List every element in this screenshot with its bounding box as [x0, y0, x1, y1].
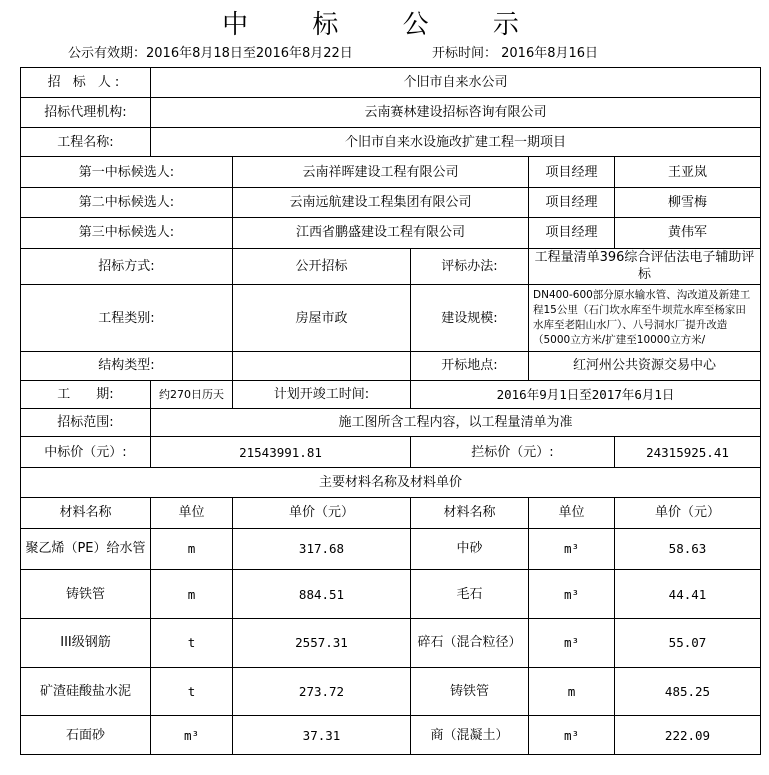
location-value: 红河州公共资源交易中心: [529, 352, 761, 380]
header-unit-price: 单价（元）: [233, 498, 411, 528]
row-agency: [21, 98, 761, 127]
project-label: 工程名称:: [21, 127, 151, 156]
scope-label: 招标范围:: [21, 408, 151, 436]
material-price: 44.41: [615, 570, 761, 619]
material-price: 485.25: [615, 667, 761, 716]
award-notice-table: [20, 67, 761, 755]
material-unit: m³: [529, 716, 615, 755]
material-name: 矿渣硅酸盐水泥: [21, 667, 151, 716]
row-prices: [21, 437, 761, 467]
row-materials-title: [21, 467, 761, 497]
material-unit: m: [151, 528, 233, 570]
material-name: 碎石（混合粒径）: [411, 618, 529, 667]
material-name: 铸铁管: [411, 667, 529, 716]
material-name: 聚乙烯（PE）给水管: [21, 528, 151, 570]
manager1-value: 王亚岚: [615, 157, 761, 187]
material-name: 铸铁管: [21, 570, 151, 619]
row-project: [21, 127, 761, 156]
page-title: 中 标 公 示: [222, 10, 547, 40]
material-price: 2557.31: [233, 618, 411, 667]
material-name: III级钢筋: [21, 618, 151, 667]
tenderer-label: 招 标 人:: [21, 68, 151, 98]
opening-time: 开标时间： 2016年8月16日: [432, 46, 599, 61]
material-name: 毛石: [411, 570, 529, 619]
table-row: [21, 716, 761, 755]
row-category: [21, 285, 761, 352]
candidate3-value: 江西省鹏盛建设工程有限公司: [233, 218, 529, 248]
material-unit: m³: [529, 618, 615, 667]
material-unit: t: [151, 618, 233, 667]
material-unit: m³: [151, 716, 233, 755]
header-unit: 单位: [529, 498, 615, 528]
material-unit: m: [151, 570, 233, 619]
tenderer-value: 个旧市自来水公司: [151, 68, 761, 98]
category-label: 工程类别:: [21, 285, 233, 352]
eval-label: 评标办法:: [411, 248, 529, 285]
candidate2-value: 云南远航建设工程集团有限公司: [233, 187, 529, 217]
material-unit: m³: [529, 570, 615, 619]
bid-price-value: 21543991.81: [151, 437, 411, 467]
eval-value: 工程量清单396综合评估法电子辅助评标: [529, 248, 761, 285]
location-label: 开标地点:: [411, 352, 529, 380]
period-label: 工 期:: [21, 380, 151, 408]
project-value: 个旧市自来水设施改扩建工程一期项目: [151, 127, 761, 156]
material-price: 884.51: [233, 570, 411, 619]
table-row: [21, 618, 761, 667]
structure-label: 结构类型:: [21, 352, 233, 380]
material-price: 58.63: [615, 528, 761, 570]
row-structure: [21, 352, 761, 380]
header-material-name: 材料名称: [21, 498, 151, 528]
cap-price-value: 24315925.41: [615, 437, 761, 467]
schedule-label: 计划开竣工时间:: [233, 380, 411, 408]
bid-price-label: 中标价（元）:: [21, 437, 151, 467]
row-period: [21, 380, 761, 408]
row-tenderer: [21, 68, 761, 98]
candidate1-value: 云南祥晖建设工程有限公司: [233, 157, 529, 187]
header-unit: 单位: [151, 498, 233, 528]
row-candidate-2: [21, 187, 761, 217]
material-price: 222.09: [615, 716, 761, 755]
row-method: [21, 248, 761, 285]
table-row: [21, 570, 761, 619]
material-name: 石面砂: [21, 716, 151, 755]
candidate1-label: 第一中标候选人:: [21, 157, 233, 187]
table-row: [21, 528, 761, 570]
method-value: 公开招标: [233, 248, 411, 285]
material-name: 商（混凝土）: [411, 716, 529, 755]
material-unit: m³: [529, 528, 615, 570]
structure-value: [233, 352, 411, 380]
cap-price-label: 拦标价（元）:: [411, 437, 615, 467]
agency-value: 云南赛林建设招标咨询有限公司: [151, 98, 761, 127]
manager2-value: 柳雪梅: [615, 187, 761, 217]
material-price: 55.07: [615, 618, 761, 667]
header-material-name: 材料名称: [411, 498, 529, 528]
materials-title: 主要材料名称及材料单价: [21, 467, 761, 497]
row-scope: [21, 408, 761, 436]
manager3-label: 项目经理: [529, 218, 615, 248]
row-candidate-1: [21, 157, 761, 187]
candidate2-label: 第二中标候选人:: [21, 187, 233, 217]
period-value: 约270日历天: [151, 380, 233, 408]
category-value: 房屋市政: [233, 285, 411, 352]
row-candidate-3: [21, 218, 761, 248]
agency-label: 招标代理机构:: [21, 98, 151, 127]
material-name: 中砂: [411, 528, 529, 570]
candidate3-label: 第三中标候选人:: [21, 218, 233, 248]
method-label: 招标方式:: [21, 248, 233, 285]
scope-value: 施工图所含工程内容，以工程量清单为准: [151, 408, 761, 436]
schedule-value: 2016年9月1日至2017年6月1日: [411, 380, 761, 408]
manager3-value: 黄伟军: [615, 218, 761, 248]
manager2-label: 项目经理: [529, 187, 615, 217]
materials-header-row: [21, 498, 761, 528]
header-unit-price: 单价（元）: [615, 498, 761, 528]
manager1-label: 项目经理: [529, 157, 615, 187]
material-price: 37.31: [233, 716, 411, 755]
validity-period: 公示有效期：2016年8月18日至2016年8月22日: [68, 46, 353, 61]
material-price: 317.68: [233, 528, 411, 570]
material-unit: t: [151, 667, 233, 716]
material-unit: m: [529, 667, 615, 716]
table-row: [21, 667, 761, 716]
material-price: 273.72: [233, 667, 411, 716]
scale-value: DN400-600部分原水输水管、沟改道及新建工程15公里（石门坎水库至牛坝荒水库至杨家田水库至老阳山水厂）、八号洞水厂提升改造（5000立方米/扩建至10000立方米/: [529, 285, 761, 352]
scale-label: 建设规模:: [411, 285, 529, 352]
